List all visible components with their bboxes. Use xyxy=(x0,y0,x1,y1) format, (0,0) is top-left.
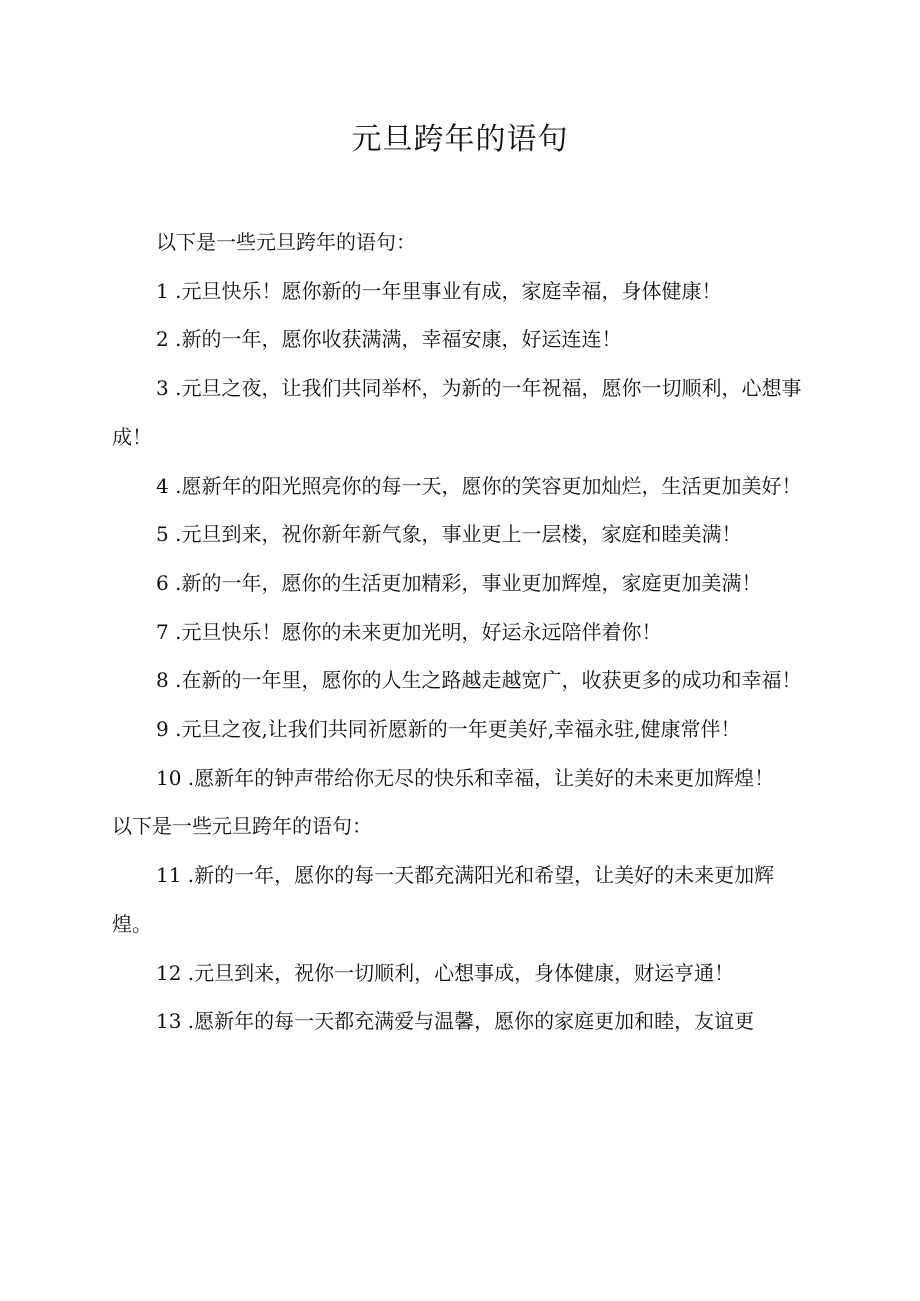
paragraph-item-8: 8 .在新的一年里，愿你的人生之路越走越宽广，收获更多的成功和幸福！ xyxy=(156,668,802,693)
paragraph-item-11: 11 .新的一年，愿你的每一天都充满阳光和希望，让美好的未来更加辉煌。 xyxy=(112,863,775,936)
paragraph-item-5: 5 .元旦到来，祝你新年新气象，事业更上一层楼，家庭和睦美满！ xyxy=(156,522,742,547)
document-title: 元旦跨年的语句 xyxy=(351,122,569,157)
paragraph-item-13: 13 .愿新年的每一天都充满爱与温馨，愿你的家庭更加和睦，友谊更 xyxy=(156,1009,755,1034)
paragraph-item-1: 1 .元旦快乐！愿你新的一年里事业有成，家庭幸福，身体健康！ xyxy=(156,278,722,303)
paragraph-item-10: 10 .愿新年的钟声带给你无尽的快乐和幸福，让美好的未来更加辉煌！ xyxy=(156,765,775,790)
paragraph-intro: 以下是一些元旦跨年的语句： xyxy=(156,230,416,254)
paragraph-item-4: 4 .愿新年的阳光照亮你的每一天，愿你的笑容更加灿烂，生活更加美好！ xyxy=(156,473,802,498)
document-body xyxy=(112,218,812,1046)
paragraph-item-9: 9 .元旦之夜,让我们共同祈愿新的一年更美好,幸福永驻,健康常伴！ xyxy=(156,717,741,742)
paragraph-item-6: 6 .新的一年，愿你的生活更加精彩，事业更加辉煌，家庭更加美满！ xyxy=(156,570,762,595)
paragraph-intro-repeat: 以下是一些元旦跨年的语句： xyxy=(112,814,372,839)
paragraph-item-7: 7 .元旦快乐！愿你的未来更加光明，好运永远陪伴着你！ xyxy=(156,619,662,644)
paragraph-item-2: 2 .新的一年，愿你收获满满，幸福安康，好运连连！ xyxy=(156,327,622,352)
paragraph-item-3: 3 .元旦之夜，让我们共同举杯，为新的一年祝福，愿你一切顺利，心想事成！ xyxy=(112,376,802,449)
paragraph-item-12: 12 .元旦到来，祝你一切顺利，心想事成，身体健康，财运亨通！ xyxy=(156,960,735,985)
